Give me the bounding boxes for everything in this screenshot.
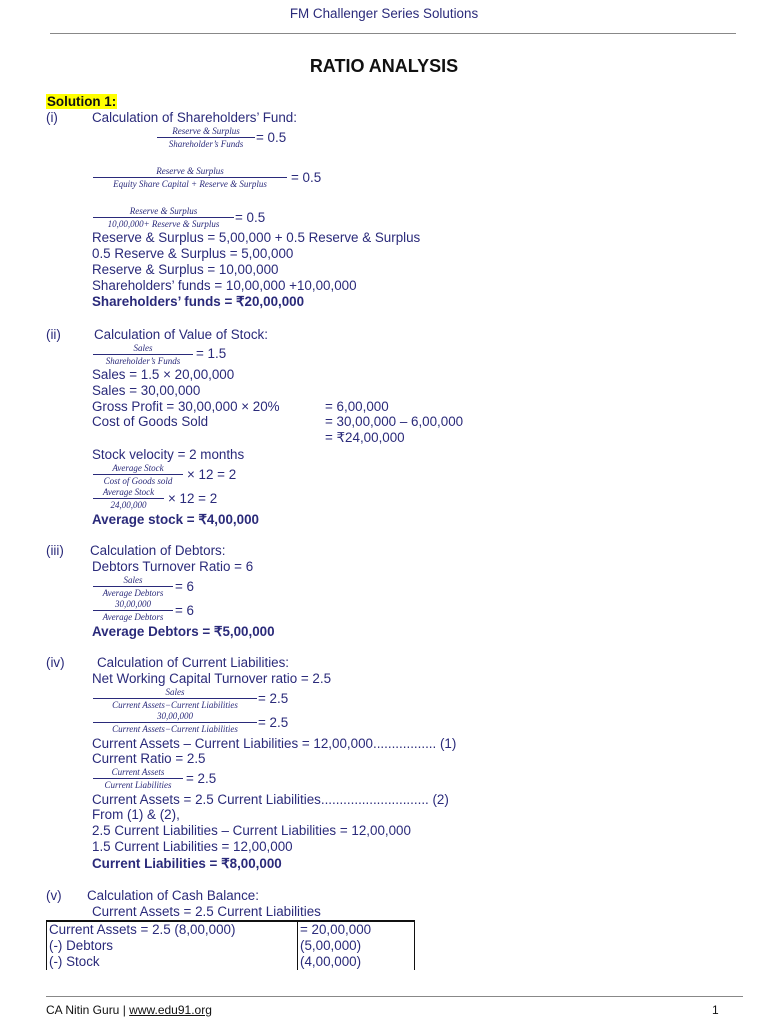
part4-fraction-2	[93, 711, 257, 734]
part3-fraction-2-result: = 6	[175, 603, 194, 618]
table-row	[47, 921, 415, 938]
table-cell-value: = 20,00,000	[298, 921, 415, 938]
part3-line-1: Debtors Turnover Ratio = 6	[92, 559, 254, 574]
part2-fraction-2	[93, 463, 183, 486]
part5-line-1: Current Assets = 2.5 Current Liabilities	[92, 904, 321, 919]
part4-line-1: Net Working Capital Turnover ratio = 2.5	[92, 671, 332, 686]
part1-fraction-2-result: = 0.5	[291, 170, 322, 185]
fraction-numerator: Current Assets	[111, 767, 165, 777]
part4-line-7: 1.5 Current Liabilities = 12,00,000	[92, 839, 293, 854]
part3-fraction-1	[93, 575, 173, 598]
page-header: FM Challenger Series Solutions	[289, 6, 479, 21]
part1-fraction-2	[93, 166, 287, 189]
part4-fraction-3-result: = 2.5	[186, 771, 217, 786]
part1-line-4: Shareholders’ funds = 10,00,000 +10,00,000	[92, 278, 357, 293]
header-divider	[50, 33, 736, 34]
part2-fraction-3	[93, 487, 164, 510]
part1-line-2: 0.5 Reserve & Surplus = 5,00,000	[92, 246, 294, 261]
fraction-denominator: Average Debtors	[102, 612, 164, 622]
part1-fraction-3	[93, 206, 234, 229]
part1-line-3: Reserve & Surplus = 10,00,000	[92, 262, 279, 277]
fraction-numerator: Average Stock	[112, 463, 164, 473]
part2-fraction-1	[93, 343, 193, 366]
page-number: 1	[712, 1003, 719, 1017]
part2-line-2: Sales = 30,00,000	[92, 383, 201, 398]
part4-fraction-1	[93, 687, 257, 710]
part4-number: (iv)	[46, 655, 65, 670]
fraction-numerator: Reserve & Surplus	[172, 126, 240, 136]
table-cell-value: (5,00,000)	[298, 938, 415, 954]
part2-line-1: Sales = 1.5 × 20,00,000	[92, 367, 235, 382]
part3-fraction-2	[93, 599, 173, 622]
part1-number: (i)	[46, 110, 58, 125]
part5-heading: Calculation of Cash Balance:	[87, 888, 259, 903]
part2-heading: Calculation of Value of Stock:	[94, 327, 268, 342]
fraction-denominator: Average Debtors	[102, 588, 164, 598]
table-cell-label: (-) Stock	[47, 954, 298, 970]
part1-fraction-1	[157, 126, 255, 149]
part3-number: (iii)	[46, 543, 64, 558]
part2-number: (ii)	[46, 327, 61, 342]
fraction-numerator: Sales	[123, 575, 143, 585]
footer-credit	[46, 1003, 212, 1017]
solution-label: Solution 1:	[47, 94, 117, 109]
cogs-label: Cost of Goods Sold	[92, 414, 209, 429]
footer-divider	[46, 996, 743, 997]
fraction-numerator: 30,00,000	[157, 711, 193, 721]
part2-fraction-1-result: = 1.5	[196, 346, 227, 361]
part4-line-2: Current Assets – Current Liabilities = 12,00,000................. (1)	[92, 736, 457, 751]
fraction-denominator: Cost of Goods sold	[103, 476, 173, 486]
part3-result: Average Debtors = ₹5,00,000	[92, 624, 275, 639]
part4-heading: Calculation of Current Liabilities:	[97, 655, 290, 670]
fraction-numerator: Sales	[133, 343, 153, 353]
part3-heading: Calculation of Debtors:	[90, 543, 226, 558]
table-row	[47, 954, 415, 970]
part1-heading: Calculation of Shareholders’ Fund:	[92, 110, 297, 125]
part2-fraction-3-result: × 12 = 2	[168, 491, 218, 506]
table-row	[47, 938, 415, 954]
part5-number: (v)	[46, 888, 62, 903]
part4-fraction-3	[93, 767, 183, 790]
stock-velocity: Stock velocity = 2 months	[92, 447, 245, 462]
fraction-numerator: Reserve & Surplus	[156, 166, 224, 176]
gross-profit-value: = 6,00,000	[325, 399, 389, 414]
table-cell-label: (-) Debtors	[47, 938, 298, 954]
part3-fraction-1-result: = 6	[175, 579, 194, 594]
fraction-denominator: Current Assets−Current Liabilities	[112, 700, 238, 710]
document-title: RATIO ANALYSIS	[309, 56, 459, 76]
part1-result: Shareholders’ funds = ₹20,00,000	[92, 294, 305, 309]
fraction-denominator: Shareholder’s Funds	[105, 356, 181, 366]
footer-website-link[interactable]: www.edu91.org	[129, 1003, 212, 1017]
part4-line-4: Current Assets = 2.5 Current Liabilities............................. (2)	[92, 792, 449, 807]
table-cell-label: Current Assets = 2.5 (8,00,000)	[47, 921, 298, 938]
part1-line-1: Reserve & Surplus = 5,00,000 + 0.5 Reserve & Surplus	[92, 230, 421, 245]
footer-author: CA Nitin Guru |	[46, 1003, 130, 1017]
fraction-denominator: Equity Share Capital + Reserve & Surplus	[113, 179, 267, 189]
fraction-numerator: Reserve & Surplus	[129, 206, 198, 216]
part1-fraction-1-result: = 0.5	[256, 130, 287, 145]
fraction-denominator: Shareholder’s Funds	[168, 139, 244, 149]
fraction-denominator: 10,00,000+ Reserve & Surplus	[107, 219, 220, 229]
fraction-denominator: Current Assets−Current Liabilities	[112, 724, 238, 734]
fraction-numerator: Average Stock	[102, 487, 155, 497]
cogs-value: = ₹24,00,000	[325, 430, 405, 445]
part4-line-3: Current Ratio = 2.5	[92, 751, 206, 766]
cash-balance-table	[46, 920, 415, 970]
part2-result: Average stock = ₹4,00,000	[92, 512, 259, 527]
part4-line-5: From (1) & (2),	[92, 807, 180, 822]
cogs-calculation: = 30,00,000 – 6,00,000	[325, 414, 464, 429]
part4-fraction-1-result: = 2.5	[258, 691, 289, 706]
fraction-denominator: 24,00,000	[110, 500, 147, 510]
fraction-numerator: 30,00,000	[115, 599, 151, 609]
part1-fraction-3-result: = 0.5	[235, 210, 266, 225]
fraction-denominator: Current Liabilities	[104, 780, 172, 790]
part4-result: Current Liabilities = ₹8,00,000	[92, 856, 282, 871]
part4-fraction-2-result: = 2.5	[258, 715, 289, 730]
fraction-numerator: Sales	[165, 687, 185, 697]
part2-fraction-2-result: × 12 = 2	[187, 467, 237, 482]
table-cell-value: (4,00,000)	[298, 954, 415, 970]
gross-profit-label: Gross Profit = 30,00,000 × 20%	[92, 399, 280, 414]
part4-line-6: 2.5 Current Liabilities – Current Liabilities = 12,00,000	[92, 823, 411, 838]
